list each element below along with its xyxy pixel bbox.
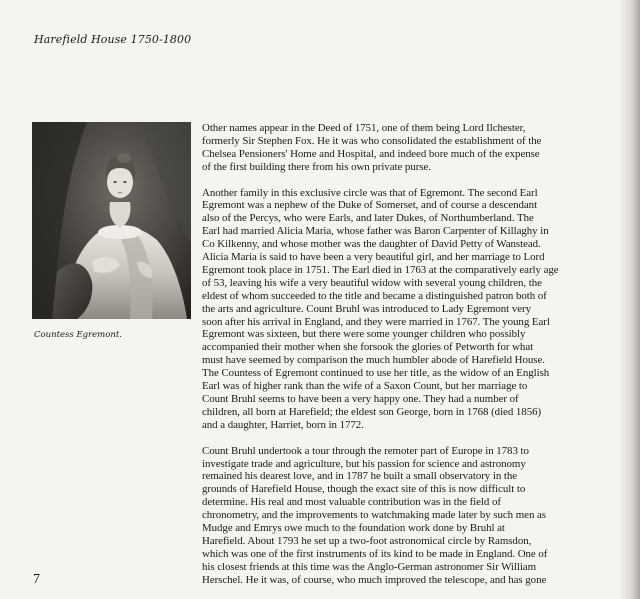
page-number: 7 bbox=[33, 572, 40, 587]
portrait-image-countess-egremont bbox=[32, 122, 191, 319]
paragraph-egremont-family: Another family in this exclusive circle was that of Egremont. The second Earl Egremont was a nephew of the Duke of Somerset, and of course a descendant also of the Percys, who were Earls, and later Dukes, of Northumberland. The Earl had married Alicia Maria, whose father was Baron Carpenter of Killaghy in Co Kilkenny, and whose mother was the daughter of David Petty of Wanstead. Alicia Maria is said to have been a very beautiful girl, and her marriage to Lord Egremont took place in 1751. The Earl died in 1763 at the comparatively early age of 53, leaving his wife a very beautiful widow with several young children, the eldest of whom succeeded to the title and became a distinguished patron both of the arts and agriculture. Count Bruhl was introduced to Lady Egremont very soon after his arrival in England, and they were married in 1767. The young Earl Egremont was sixteen, but there were some younger children who possibly accompanied their mother when she forsook the glories of Petworth for what must have seemed by comparison the much humbler abode of Harefield House. The Countess of Egremont continued to use her title, as the widow of an English Earl was of higher rank than the wife of a Saxon Count, but her marriage to Count Bruhl seems to have been a very happy one. They had a number of children, all born at Harefield; the eldest son George, born in 1768 (died 1856) and a daughter, Harriet, born in 1772. bbox=[202, 186, 559, 431]
body-text bbox=[202, 122, 618, 599]
paragraph-count-bruhl-tour: Count Bruhl undertook a tour through the remoter part of Europe in 1783 to investigate trade and agriculture, but his passion for science and astronomy remained his dearest love, and in 1787 he built a small observatory in the grounds of Harefield House, though the exact site of this is now difficult to determine. His real and most valuable contribution was in the field of chronometry, and the improvements to watchmaking made later by such men as Mudge and Emrys owe much to the foundation work done by Bruhl at Harefield. About 1793 he set up a two-foot astronomical circle by Ramsdon, which was one of the first instruments of its kind to be made in England. One of his closest friends at this time was the Anglo-German astronomer Sir William Herschel. He it was, of course, who much improved the telescope, and has gone bbox=[202, 444, 548, 586]
paragraph-deed-of-1751: Other names appear in the Deed of 1751, one of them being Lord Ilchester, formerly Sir Stephen Fox. He it was who consolidated the establishment of the Chelsea Pensioners' Home and Hospital, and indeed bore much of the expense of the first building there from his own private purse. bbox=[202, 122, 542, 173]
page-gutter-shadow bbox=[618, 0, 640, 599]
figure-caption: Countess Egremont. bbox=[34, 330, 122, 340]
running-head: Harefield House 1750-1800 bbox=[34, 33, 192, 46]
